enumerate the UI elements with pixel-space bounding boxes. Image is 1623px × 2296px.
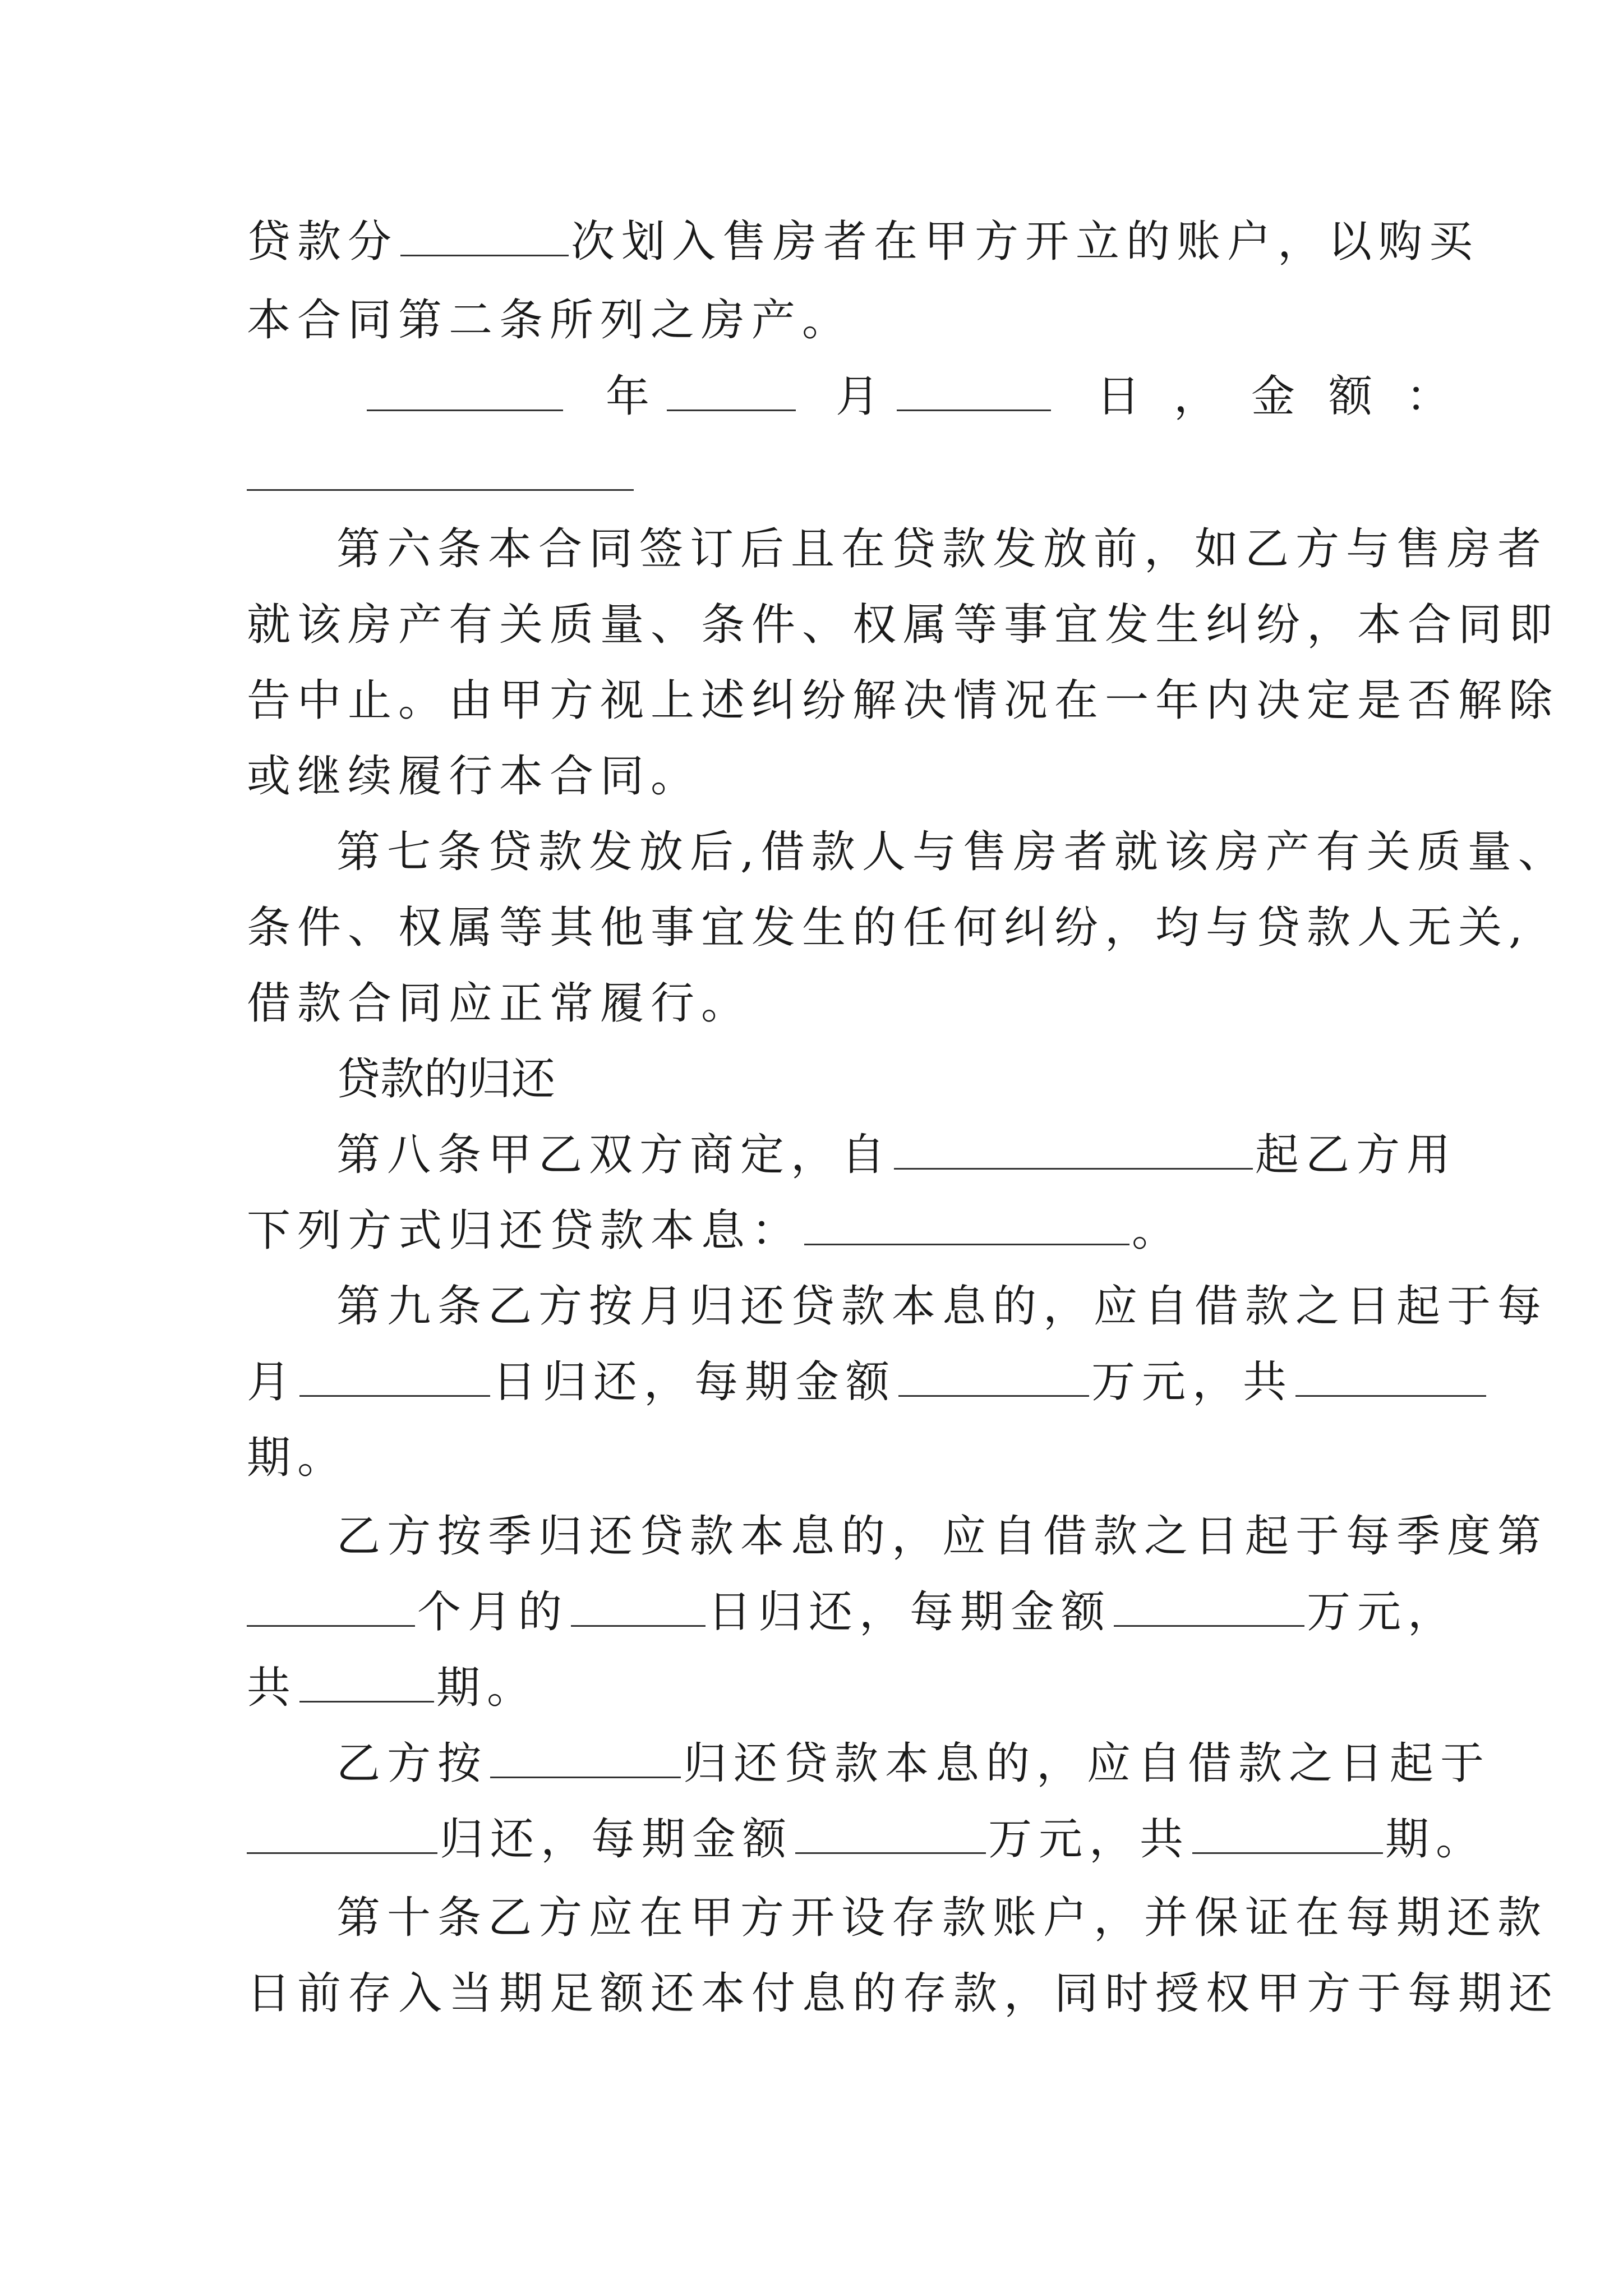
paragraph-line — [247, 295, 1380, 346]
text-segment: 万元，共 — [988, 1814, 1191, 1865]
text-segment: 借款合同应正常履行。 — [247, 978, 752, 1029]
paragraph-line — [247, 978, 1380, 1029]
year-blank[interactable] — [367, 375, 563, 411]
year-label: 年 — [606, 371, 657, 422]
text-segment: 第七条贷款发放后,借款人与售房者就该房产有关质量、 — [336, 827, 1569, 877]
paragraph-line — [247, 675, 1560, 726]
paragraph-line — [247, 1357, 1380, 1407]
text-segment: 贷款分 — [247, 217, 399, 267]
repayment-method-blank[interactable] — [804, 1209, 1129, 1245]
quarter-amount-blank[interactable] — [1114, 1590, 1304, 1627]
paragraph-line — [336, 1511, 1548, 1562]
custom-frequency-blank[interactable] — [490, 1742, 681, 1778]
paragraph-line — [336, 1893, 1548, 1943]
paragraph-line — [247, 1968, 1560, 2019]
start-date-blank[interactable] — [894, 1133, 1253, 1170]
text-segment: 第六条本合同签订后且在贷款发放前，如乙方与售房者 — [336, 524, 1548, 574]
amount-blank[interactable] — [247, 454, 634, 491]
paragraph-line — [247, 1587, 1459, 1637]
paragraph-line — [247, 217, 1480, 267]
text-segment: 期。 — [436, 1663, 538, 1713]
text-segment: 告中止。由甲方视上述纠纷解决情况在一年内决定是否解除 — [247, 675, 1560, 726]
text-segment: 归还，每期金额 — [440, 1814, 794, 1865]
text-segment: 。 — [1132, 1205, 1183, 1256]
text-segment: 月 — [247, 1357, 298, 1407]
paragraph-line — [247, 751, 1380, 802]
blank-field[interactable] — [400, 220, 569, 256]
quarter-periods-blank[interactable] — [299, 1666, 434, 1703]
text-segment: 日前存入当期足额还本付息的存款，同时授权甲方于每期还 — [247, 1968, 1560, 2019]
day-blank[interactable] — [897, 375, 1051, 411]
text-segment: 下列方式归还贷款本息： — [247, 1205, 803, 1256]
month-label: 月 — [836, 371, 887, 422]
text-segment: 共 — [247, 1663, 298, 1713]
paragraph-line — [336, 1281, 1548, 1332]
text-segment: 乙方按 — [336, 1738, 488, 1789]
text-segment: 就该房产有关质量、条件、权属等事宜发生纠纷，本合同即 — [247, 600, 1560, 650]
monthly-amount-blank[interactable] — [898, 1360, 1089, 1397]
text-segment: 第十条乙方应在甲方开设存款账户，并保证在每期还款 — [336, 1893, 1548, 1943]
date-amount-line — [0, 371, 1623, 422]
paragraph-line — [336, 1130, 1458, 1180]
paragraph-line — [247, 903, 1529, 953]
text-segment: 起乙方用 — [1255, 1130, 1458, 1180]
text-segment: 个月的 — [417, 1587, 569, 1637]
paragraph-line — [336, 827, 1569, 877]
text-segment: 万元，共 — [1091, 1357, 1294, 1407]
paragraph-line — [336, 1738, 1491, 1789]
text-segment: 归还贷款本息的，应自借款之日起于 — [683, 1738, 1491, 1789]
text-segment: 本合同第二条所列之房产。 — [247, 295, 853, 346]
quarter-day-blank[interactable] — [571, 1590, 706, 1627]
custom-date-blank[interactable] — [247, 1818, 437, 1854]
day-amount-label: 日，金额： — [1096, 371, 1484, 422]
text-segment: 日归还，每期金额 — [708, 1587, 1112, 1637]
section-heading — [336, 1054, 1469, 1105]
paragraph-line — [247, 1433, 1380, 1483]
monthly-day-blank[interactable] — [299, 1360, 490, 1397]
text-segment: 万元， — [1307, 1587, 1459, 1637]
custom-amount-blank[interactable] — [795, 1818, 986, 1854]
text-segment: 或继续履行本合同。 — [247, 751, 702, 802]
custom-periods-blank[interactable] — [1192, 1818, 1383, 1854]
text-segment: 第九条乙方按月归还贷款本息的，应自借款之日起于每 — [336, 1281, 1548, 1332]
text-segment: 期。 — [247, 1433, 348, 1483]
quarter-month-blank[interactable] — [247, 1590, 415, 1627]
paragraph-line — [247, 1663, 1380, 1713]
monthly-periods-blank[interactable] — [1295, 1360, 1486, 1397]
text-segment: 期。 — [1385, 1814, 1487, 1865]
month-blank[interactable] — [667, 375, 796, 411]
paragraph-line — [247, 1205, 1380, 1256]
paragraph-line — [247, 1814, 1487, 1865]
text-segment: 贷款的归还 — [336, 1054, 556, 1105]
text-segment: 日归还，每期金额 — [492, 1357, 897, 1407]
text-segment: 条件、权属等其他事宜发生的任何纠纷，均与贷款人无关, — [247, 903, 1529, 953]
paragraph-line — [247, 600, 1560, 650]
text-segment: 次划入售房者在甲方开立的账户，以购买 — [571, 217, 1480, 267]
text-segment: 第八条甲乙双方商定，自 — [336, 1130, 892, 1180]
text-segment: 乙方按季归还贷款本息的，应自借款之日起于每季度第 — [336, 1511, 1548, 1562]
paragraph-line — [336, 524, 1548, 574]
